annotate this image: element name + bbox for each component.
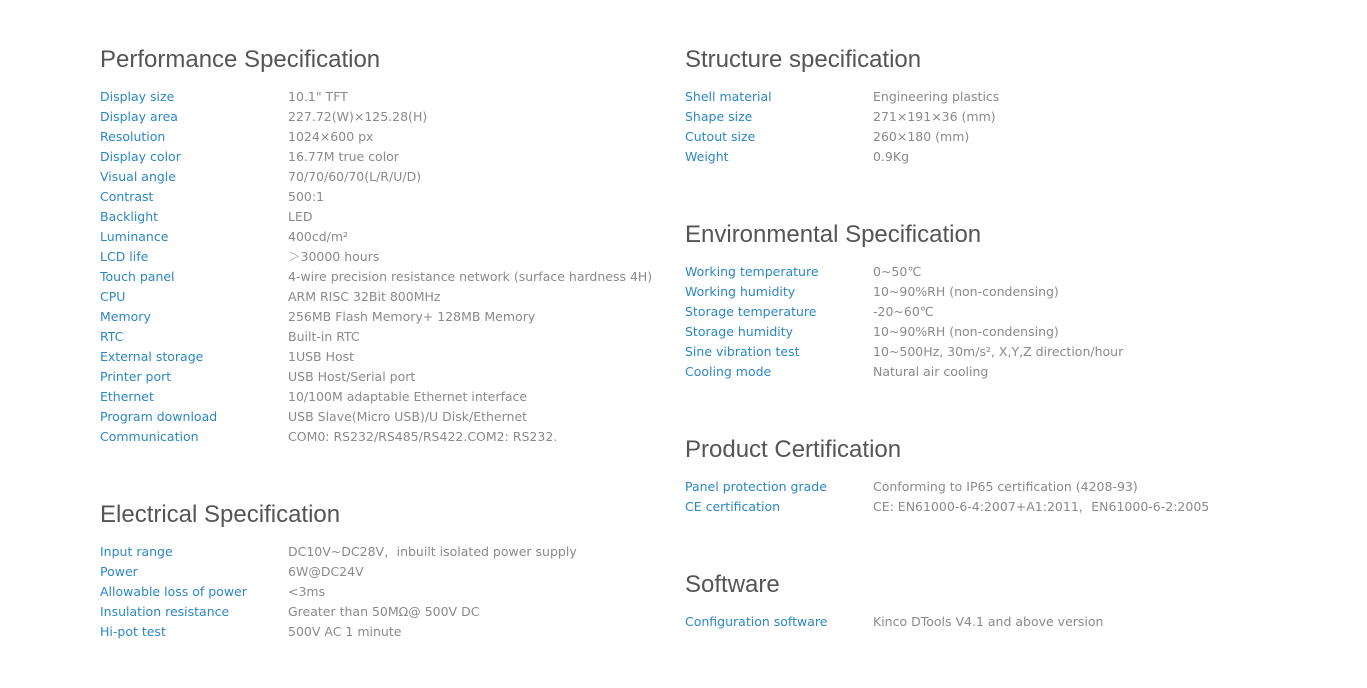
product-certification-title: Product Certification <box>685 436 902 463</box>
spec-key: Input range <box>100 544 173 559</box>
spec-value: COM0: RS232/RS485/RS422.COM2: RS232. <box>288 429 558 444</box>
environmental-spec-title: Environmental Specification <box>685 221 982 248</box>
spec-row-allowable-loss-of-power <box>100 582 660 602</box>
spec-row-cutout-size <box>685 127 1325 147</box>
spec-key: Cooling mode <box>685 364 772 379</box>
spec-row-contrast <box>100 187 660 207</box>
spec-value: 4-wire precision resistance network (surface hardness 4H) <box>288 269 653 284</box>
spec-value: 271×191×36 (mm) <box>873 109 996 124</box>
spec-row-cooling-mode <box>685 362 1325 382</box>
spec-value: Greater than 50MΩ@ 500V DC <box>288 604 480 619</box>
spec-value: USB Host/Serial port <box>288 369 416 384</box>
spec-value: Engineering plastics <box>873 89 1000 104</box>
spec-value: 10~500Hz, 30m/s², X,Y,Z direction/hour <box>873 344 1124 359</box>
spec-value: ARM RISC 32Bit 800MHz <box>288 289 441 304</box>
spec-row-shell-material <box>685 87 1325 107</box>
spec-row-luminance <box>100 227 660 247</box>
spec-key: Panel protection grade <box>685 479 827 494</box>
structure-spec-title: Structure specification <box>685 46 922 73</box>
spec-value: 6W@DC24V <box>288 564 364 579</box>
spec-key: Working humidity <box>685 284 796 299</box>
spec-value: <3ms <box>288 584 326 599</box>
spec-key: RTC <box>100 329 124 344</box>
spec-value: LED <box>288 209 313 224</box>
spec-value: Natural air cooling <box>873 364 989 379</box>
spec-value: USB Slave(Micro USB)/U Disk/Ethernet <box>288 409 528 424</box>
spec-row-power <box>100 562 660 582</box>
software-title: Software <box>685 571 780 598</box>
performance-spec-title: Performance Specification <box>100 46 381 73</box>
spec-key: Shape size <box>685 109 753 124</box>
spec-value: ＞30000 hours <box>288 249 380 264</box>
spec-row-panel-protection-grade <box>685 477 1325 497</box>
spec-key: Allowable loss of power <box>100 584 247 599</box>
software-spec-list <box>685 612 1325 632</box>
spec-value: 1USB Host <box>288 349 355 364</box>
spec-row-insulation-resistance <box>100 602 660 622</box>
spec-key: Sine vibration test <box>685 344 800 359</box>
spec-row-external-storage <box>100 347 660 367</box>
spec-value: CE: EN61000-6-4:2007+A1:2011，EN61000-6-2:2005 <box>873 499 1210 514</box>
spec-row-sine-vibration-test <box>685 342 1325 362</box>
spec-row-input-range <box>100 542 660 562</box>
spec-value: 500:1 <box>288 189 325 204</box>
spec-value: 16.77M true color <box>288 149 399 164</box>
spec-key: Printer port <box>100 369 172 384</box>
spec-value: 10.1" TFT <box>288 89 348 104</box>
spec-value: 10~90%RH (non-condensing) <box>873 284 1059 299</box>
spec-row-hi-pot-test <box>100 622 660 642</box>
spec-key: Shell material <box>685 89 772 104</box>
spec-key: Resolution <box>100 129 166 144</box>
spec-key: CE certification <box>685 499 781 514</box>
spec-value: 260×180 (mm) <box>873 129 970 144</box>
spec-row-shape-size <box>685 107 1325 127</box>
spec-key: Ethernet <box>100 389 154 404</box>
spec-row-communication <box>100 427 660 447</box>
spec-key: Communication <box>100 429 199 444</box>
spec-value: 10/100M adaptable Ethernet interface <box>288 389 528 404</box>
spec-key: Visual angle <box>100 169 176 184</box>
spec-row-display-color <box>100 147 660 167</box>
electrical-spec-list <box>100 542 660 642</box>
environmental-spec-list <box>685 262 1325 382</box>
spec-row-ethernet <box>100 387 660 407</box>
spec-row-configuration-software <box>685 612 1325 632</box>
spec-row-backlight <box>100 207 660 227</box>
spec-key: Power <box>100 564 138 579</box>
spec-key: Memory <box>100 309 151 324</box>
spec-key: LCD life <box>100 249 149 264</box>
spec-key: Working temperature <box>685 264 819 279</box>
spec-value: 500V AC 1 minute <box>288 624 402 639</box>
spec-key: Storage humidity <box>685 324 794 339</box>
spec-value: -20~60℃ <box>873 304 934 319</box>
spec-row-lcd-life <box>100 247 660 267</box>
spec-value: 70/70/60/70(L/R/U/D) <box>288 169 422 184</box>
spec-value: DC10V~DC28V，inbuilt isolated power supply <box>288 544 577 559</box>
spec-key: Display area <box>100 109 178 124</box>
spec-row-weight <box>685 147 1325 167</box>
spec-key: Hi-pot test <box>100 624 166 639</box>
spec-key: Storage temperature <box>685 304 817 319</box>
spec-row-printer-port <box>100 367 660 387</box>
spec-key: Weight <box>685 149 729 164</box>
spec-value: 0.9Kg <box>873 149 910 164</box>
spec-value: 1024×600 px <box>288 129 374 144</box>
spec-row-display-size <box>100 87 660 107</box>
electrical-spec-title: Electrical Specification <box>100 501 341 528</box>
spec-key: Contrast <box>100 189 154 204</box>
spec-row-storage-temperature <box>685 302 1325 322</box>
spec-value: 400cd/m² <box>288 229 349 244</box>
spec-row-working-humidity <box>685 282 1325 302</box>
spec-row-program-download <box>100 407 660 427</box>
performance-spec-list <box>100 87 660 447</box>
spec-row-working-temperature <box>685 262 1325 282</box>
spec-key: Display color <box>100 149 181 164</box>
spec-value: Built-in RTC <box>288 329 360 344</box>
spec-row-cpu <box>100 287 660 307</box>
spec-row-touch-panel <box>100 267 660 287</box>
spec-key: Touch panel <box>100 269 175 284</box>
spec-row-storage-humidity <box>685 322 1325 342</box>
spec-value: Kinco DTools V4.1 and above version <box>873 614 1104 629</box>
spec-key: Program download <box>100 409 218 424</box>
spec-row-display-area <box>100 107 660 127</box>
spec-value: 227.72(W)×125.28(H) <box>288 109 428 124</box>
spec-row-resolution <box>100 127 660 147</box>
spec-key: Configuration software <box>685 614 828 629</box>
spec-row-rtc <box>100 327 660 347</box>
spec-key: Backlight <box>100 209 159 224</box>
structure-spec-list <box>685 87 1325 167</box>
product-certification-list <box>685 477 1325 517</box>
spec-value: 10~90%RH (non-condensing) <box>873 324 1059 339</box>
spec-value: 256MB Flash Memory+ 128MB Memory <box>288 309 536 324</box>
spec-key: Cutout size <box>685 129 756 144</box>
spec-key: Display size <box>100 89 175 104</box>
spec-value: Conforming to IP65 certification (4208-93) <box>873 479 1138 494</box>
spec-key: Luminance <box>100 229 169 244</box>
spec-row-memory <box>100 307 660 327</box>
spec-row-visual-angle <box>100 167 660 187</box>
spec-value: 0~50℃ <box>873 264 922 279</box>
spec-key: CPU <box>100 289 126 304</box>
spec-row-ce-certification <box>685 497 1325 517</box>
spec-key: Insulation resistance <box>100 604 230 619</box>
spec-key: External storage <box>100 349 204 364</box>
